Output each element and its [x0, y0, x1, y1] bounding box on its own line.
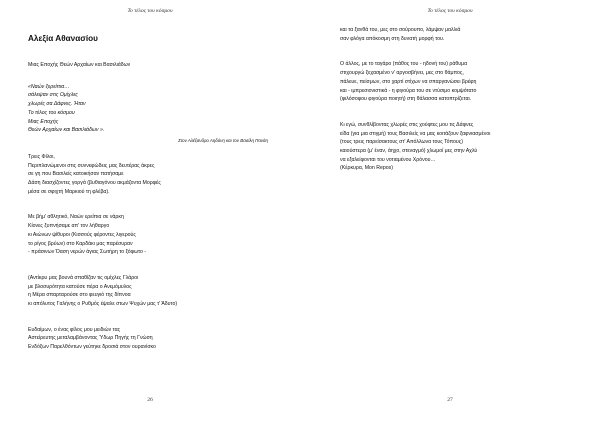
verse-line: (φιλόσοφου φιγούρα ποιητή) στη θάλασσα κατοπτρίζεται.: [340, 96, 472, 103]
verse-line: Ενδόξων Παρελθόντων γεύτηκε δροσιά στον ουρανίσκο: [28, 344, 156, 351]
poem-epigraph: [28, 83, 280, 135]
stanza: [28, 153, 280, 197]
verse-line: καιούστερα (μ' έναν, άηχο, στεναγμό) χλωμοί μες στην Αχλύ: [340, 148, 478, 155]
verse-line: το ρίγος βρύων) στο Καρδάκι μας παρέσυραν: [28, 240, 133, 247]
verse-line: μέσα σε σφιχτή Μαρκιού τη φλέβα).: [28, 188, 110, 195]
verse-line: η Μέρα σπαρταρούσε στο φευγιό της δίπνοα: [28, 292, 131, 299]
stanza: [340, 121, 582, 173]
verse-line: Ευδαίμων, ο ένας φίλος μου μειδιών τας: [28, 326, 121, 333]
verse-line: σε γη που Βασιλείς κατοικήσαν πατήσαμε: [28, 171, 124, 178]
stanza: [28, 213, 280, 257]
verse-line: στιχουργώ ξεχασμένο ν' αργοσβήνει, μες στο θάμπος,: [340, 70, 464, 77]
stanza: [28, 326, 280, 352]
verse-line: (Αντίκρυ μας βουνά σπαθίζαν τις ομίχλες Γλάροι: [28, 274, 139, 281]
author-title: Αλεξία Αθανασίου: [28, 34, 98, 43]
stanza: [340, 26, 582, 43]
verse-line: με βλοσυρότητα κατούσε πέρα ο Ανεμόμυλος: [28, 283, 132, 290]
epigraph-line: σάλεψαν στις Ομίχλες: [28, 92, 78, 99]
stanza: [340, 60, 582, 104]
verse-line: κι Αιώνων ψίθυροι (Κισσούς φέροντες λιγερούς: [28, 231, 136, 238]
verse-line: να εξαλείφονται του νοτιαμένου Χρόνου…: [340, 156, 436, 163]
left-page-content: [28, 34, 280, 352]
stanza: [28, 274, 280, 309]
epigraph-line: χλωρές σα Δάφνες. Ήταν: [28, 101, 86, 108]
epigraph-line: Το τέλος του κόσμου: [28, 109, 75, 116]
poem-subtitle: Μιας Εποχής Θεών Αρχαίων και Βασιλιάδων: [28, 62, 131, 68]
verse-line: κι απόλυτος Γαλήνης ο Ρυθμός έψαλε στων Ψυχών μας τ' Άδυτο): [28, 301, 178, 308]
verse-line: Τρεις Φίλοι,: [28, 153, 55, 160]
verse-line: - πράσινων Όαση νερών άγιας Σωτήρη το ξόφωτο -: [28, 249, 147, 256]
epigraph-line: Θεών Αρχαίων και Βασιλιάδων ».: [28, 127, 105, 134]
right-page-content: [340, 26, 582, 173]
verse-line: Περιπλανώμενοι στις συννεφώδεις μας δευτέρας άκρες: [28, 162, 155, 169]
verse-line: Κι εγώ, συνθλίβοντας χλωρές στις χούφτες μου τις Δάφνες: [340, 121, 474, 128]
page-number: 27: [447, 397, 453, 403]
verse-line: Αστείρευτης μεταλαμβάνοντας Ύδωρ Πηγής τη Γνώση: [28, 335, 153, 342]
verse-line: σαν φλόγα απόκοσμη στη δυνατή μορφή του.: [340, 35, 445, 42]
verse-line: Ο άλλος, με το ταγάρο (πάθος του - ηδονή του) ράθυμα: [340, 61, 468, 68]
verse-line: Κίονες ξυπνήσαμε απ' τον λήθαργο: [28, 223, 110, 230]
verse-line: είδα (για μια στιγμή) τους Βασιλείς να μας κοιτάζουν ξαφνιασμένοι: [340, 130, 491, 137]
verse-line: και - ιμπρεσιονιστικά - η φιγούρα του σε ντύσιμο κομψότατο: [340, 87, 477, 94]
epigraph-line: «Ναών ξερείπια…: [28, 83, 70, 90]
running-head: Το τέλος του κόσμου: [127, 8, 173, 14]
epigraph-line: Μιας Εποχής: [28, 118, 59, 125]
page-number: 26: [147, 397, 153, 403]
running-head: Το τέλος του κόσμου: [427, 8, 473, 14]
verse-line: (τους τρεις παρείσακτους στ' Απόλλωνα τους Τόπους): [340, 139, 463, 146]
verse-line: Με βήμ' αθλητικό, Ναών ερείπια σε νάρκη: [28, 214, 124, 221]
right-page: [300, 0, 600, 424]
verse-line: και τα ξανθά του, μες στο σούρουπο, λάμψαν μαλλιά: [340, 27, 461, 33]
location-note: (Κέρκυρα, Mon Repos): [340, 165, 393, 172]
dedication: Στον Αλέξανδρο Αηδόνη και τον Βασίλη Πανάη: [178, 137, 268, 143]
verse-line: Δάση διασχίζοντες γοργά (βυθιαγόνου ακμάζοντα Μορφές: [28, 180, 161, 187]
verse-line: πάλευε, πείσμων, στο χαρτί στίχων να σπαργανώσει βρέφη: [340, 78, 477, 85]
